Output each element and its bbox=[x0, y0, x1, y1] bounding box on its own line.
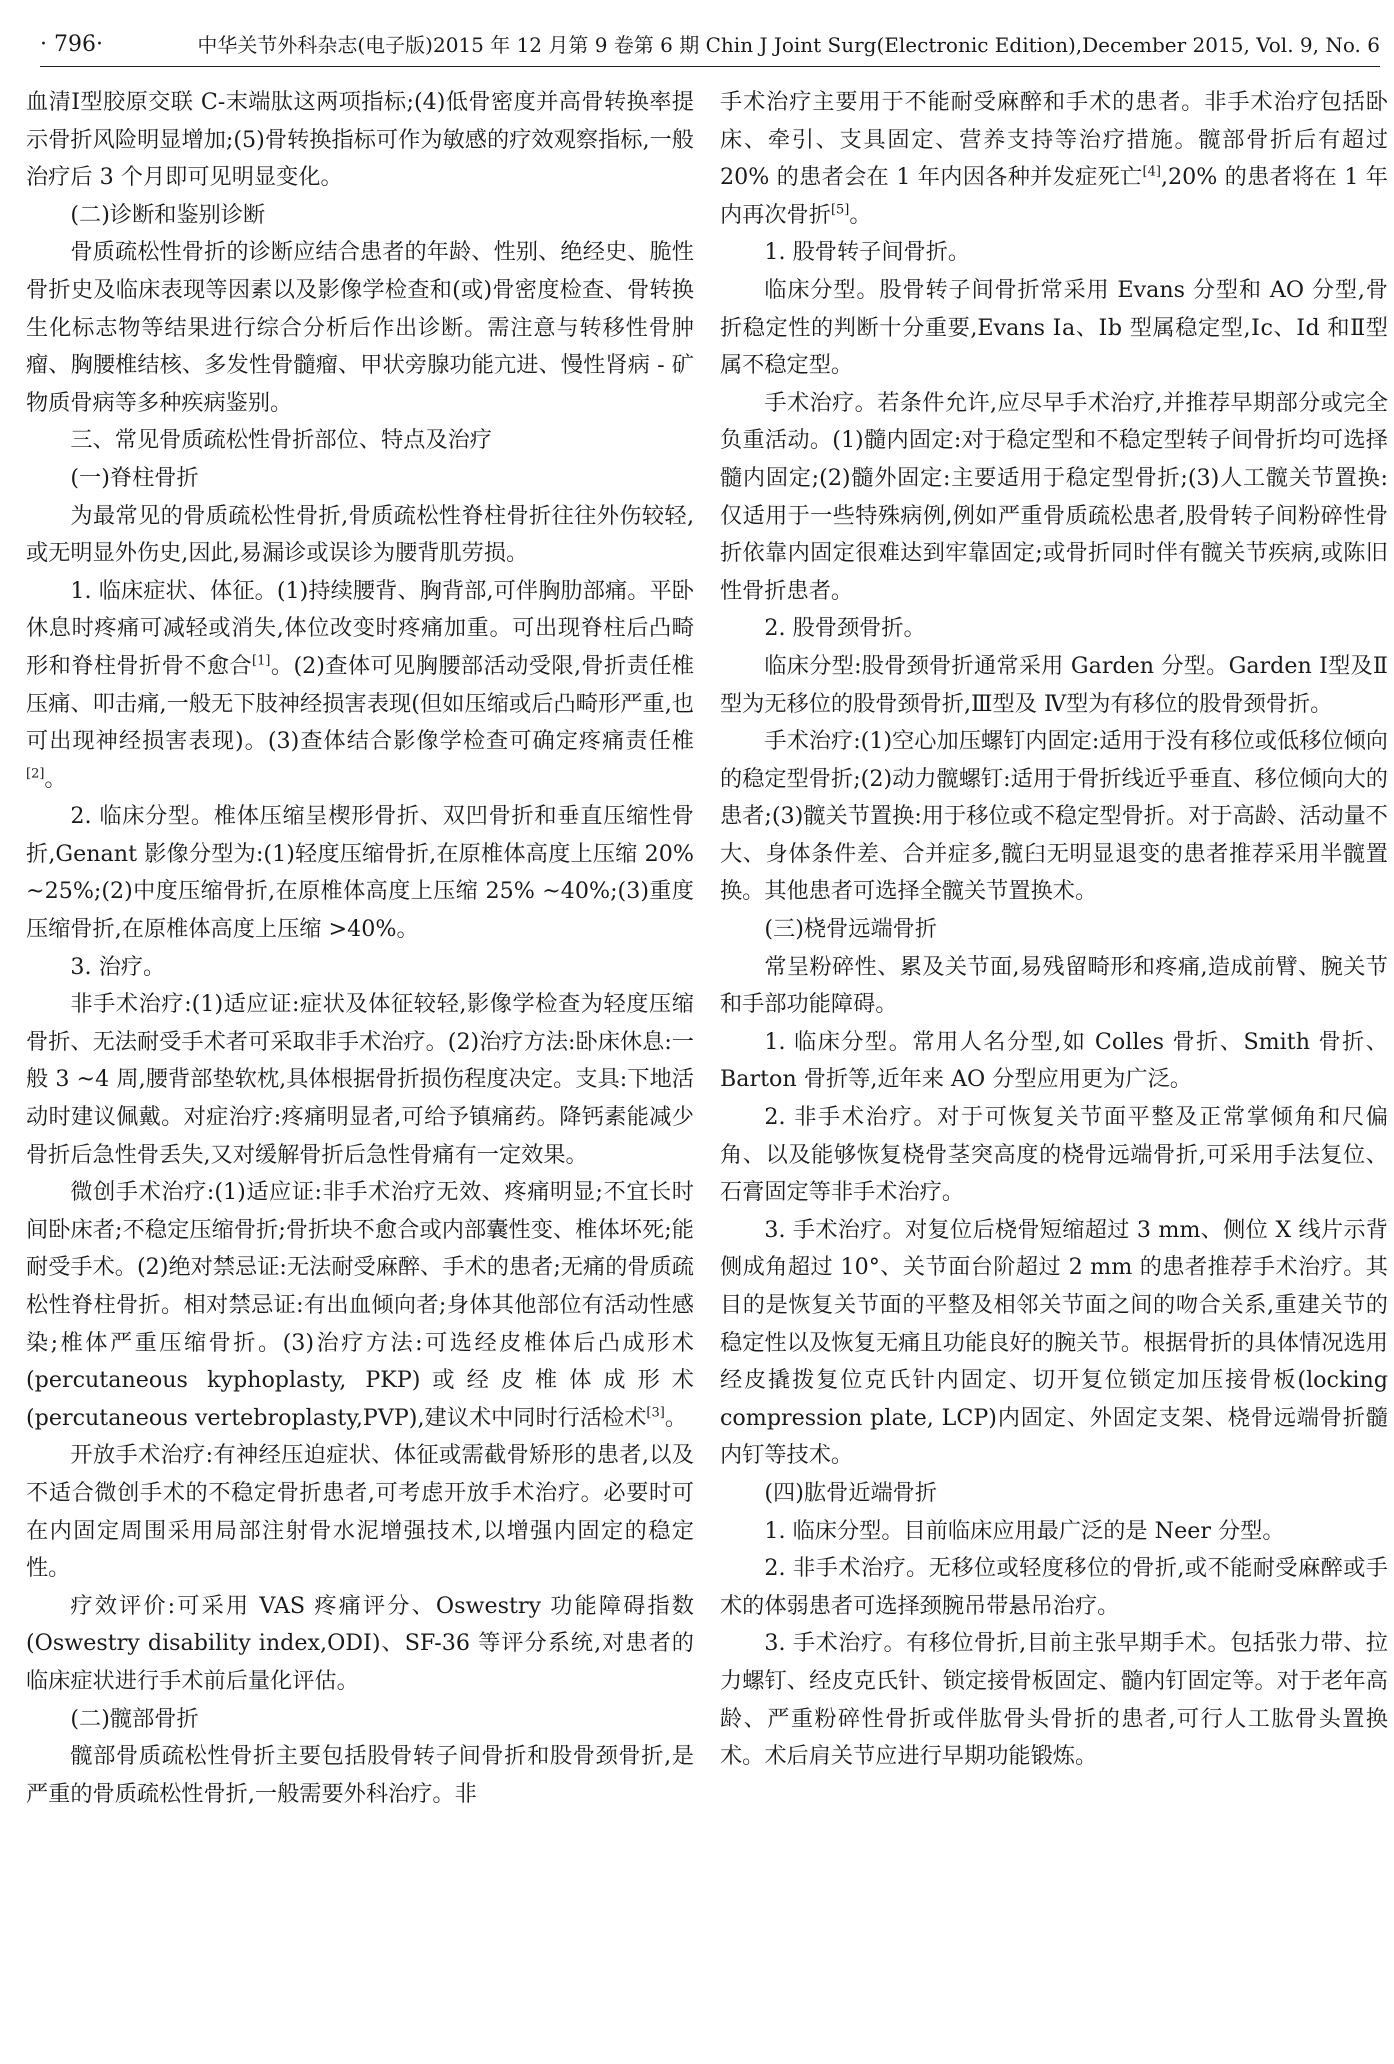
paragraph bbox=[26, 573, 694, 799]
journal-citation: 中华关节外科杂志(电子版)2015 年 12 月第 9 卷第 6 期 Chin J Joint Surg(Electronic Edition),December 2015, Vol. 9, No. 6 bbox=[197, 33, 1380, 57]
right-column bbox=[720, 84, 1388, 1776]
subsection-heading: (二)髋部骨折 bbox=[70, 1705, 199, 1732]
paragraph: 临床分型:股骨颈骨折通常采用 Garden 分型。Garden Ⅰ型及Ⅱ型为无移位的股骨颈骨折,Ⅲ型及 Ⅳ型为有移位的股骨颈骨折。 bbox=[720, 652, 1388, 717]
section-heading: 三、常见骨质疏松性骨折部位、特点及治疗 bbox=[70, 427, 492, 454]
paragraph-text: 1. 临床症状、体征。(1)持续腰背、胸背部,可伴胸肋部痛。平卧休息时疼痛可减轻或消失,体位改变时疼痛加重。可出现脊柱后凸畸形和脊柱骨折骨不愈合 bbox=[26, 577, 694, 679]
paragraph: 1. 临床分型。目前临床应用最广泛的是 Neer 分型。 bbox=[764, 1517, 1285, 1544]
paragraph: 2. 非手术治疗。对于可恢复关节面平整及正常掌倾角和尺偏角、以及能够恢复桡骨茎突高度的桡骨远端骨折,可采用手法复位、石膏固定等非手术治疗。 bbox=[720, 1104, 1388, 1206]
paragraph: 手术治疗:(1)空心加压螺钉内固定:适用于没有移位或低移位倾向的稳定型骨折;(2)动力髋螺钉:适用于骨折线近乎垂直、移位倾向大的患者;(3)髋关节置换:用于移位或不稳定型骨折。对于高龄、活动量不大、身体条件差、合并症多,髋臼无明显退变的患者推荐采用半髋置换。其他患者可选择全髋关节置换术。 bbox=[720, 728, 1388, 905]
citation-ref: [4] bbox=[1142, 164, 1161, 180]
running-header bbox=[40, 28, 1380, 62]
paragraph-text: 。 bbox=[849, 201, 872, 228]
paragraph: 2. 非手术治疗。无移位或轻度移位的骨折,或不能耐受麻醉或手术的体弱患者可选择颈腕吊带悬吊治疗。 bbox=[720, 1555, 1388, 1619]
paragraph: 手术治疗。若条件允许,应尽早手术治疗,并推荐早期部分或完全负重活动。(1)髓内固定:对于稳定型和不稳定型转子间骨折均可选择髓内固定;(2)髓外固定:主要适用于稳定型骨折;(3)人工髋关节置换:仅适用于一些特殊病例,例如严重骨质疏松患者,股骨转子间粉碎性骨折依靠内固定很难达到牢靠固定;或骨折同时伴有髋关节疾病,或陈旧性骨折患者。 bbox=[720, 389, 1388, 604]
paragraph: 3. 手术治疗。对复位后桡骨短缩超过 3 mm、侧位 X 线片示背侧成角超过 10°、关节面台阶超过 2 mm 的患者推荐手术治疗。其目的是恢复关节面的平整及相邻关节面之间的吻合关系,重建关节的稳定性以及恢复无痛且功能良好的腕关节。根据骨折的具体情况选用经皮撬拨复位克氏针内固定、切开复位锁定加压接骨板(locking compression plate, LCP)内固定、外固定支架、桡骨远端骨折髓内钉等技术。 bbox=[720, 1216, 1388, 1469]
paragraph-text: 。 bbox=[44, 765, 67, 792]
citation-ref: [2] bbox=[26, 766, 45, 782]
citation-ref: [5] bbox=[830, 202, 850, 218]
paragraph: 髋部骨质疏松性骨折主要包括股骨转子间骨折和股骨颈骨折,是严重的骨质疏松性骨折,一般需要外科治疗。非 bbox=[26, 1743, 694, 1807]
subsection-heading: 3. 治疗。 bbox=[70, 953, 166, 980]
page-number: · 796· bbox=[40, 32, 103, 57]
paragraph-text: 。 bbox=[664, 1404, 687, 1431]
subsection-heading: 2. 股骨颈骨折。 bbox=[764, 615, 926, 642]
subsection-heading: (一)脊柱骨折 bbox=[70, 464, 199, 491]
paragraph: 为最常见的骨质疏松性骨折,骨质疏松性脊柱骨折往往外伤较轻,或无明显外伤史,因此,易漏诊或误诊为腰背肌劳损。 bbox=[26, 502, 694, 567]
paragraph-text: 。(2)查体可见胸腰部活动受限,骨折责任椎压痛、叩击痛,一般无下肢神经损害表现(但如压缩或后凸畸形严重,也可出现神经损害表现)。(3)查体结合影像学检查可确定疼痛责任椎 bbox=[26, 652, 695, 755]
paragraph: 开放手术治疗:有神经压迫症状、体征或需截骨矫形的患者,以及不适合微创手术的不稳定骨折患者,可考虑开放手术治疗。必要时可在内固定周围采用局部注射骨水泥增强技术,以增强内固定的稳定性。 bbox=[26, 1442, 694, 1582]
paragraph-text: 手术治疗主要用于不能耐受麻醉和手术的患者。非手术治疗包括卧床、牵引、支具固定、营养支持等治疗措施。髋部骨折后有超过 20% 的患者会在 1 年内因各种并发症死亡 bbox=[720, 89, 1388, 191]
paragraph-text: ,20% 的患者将在 1 年内再次骨折 bbox=[720, 164, 1388, 228]
paragraph bbox=[720, 84, 1388, 234]
paragraph: 1. 临床分型。常用人名分型,如 Colles 骨折、Smith 骨折、Barton 骨折等,近年来 AO 分型应用更为广泛。 bbox=[720, 1028, 1388, 1093]
section-heading: (二)诊断和鉴别诊断 bbox=[70, 201, 266, 228]
paragraph: 临床分型。股骨转子间骨折常采用 Evans 分型和 AO 分型,骨折稳定性的判断十分重要,Evans Ⅰa、Ⅰb 型属稳定型,Ⅰc、Ⅰd 和Ⅱ型属不稳定型。 bbox=[720, 276, 1388, 379]
subsection-heading: 1. 股骨转子间骨折。 bbox=[764, 239, 971, 266]
paragraph: 非手术治疗:(1)适应证:症状及体征较轻,影像学检查为轻度压缩骨折、无法耐受手术者可采取非手术治疗。(2)治疗方法:卧床休息:一般 3 ~4 周,腰背部垫软枕,具体根据骨折损伤程度决定。支具:下地活动时建议佩戴。对症治疗:疼痛明显者,可给予镇痛药。降钙素能减少骨折后急性骨丢失,又对缓解骨折后急性骨痛有一定效果。 bbox=[26, 991, 694, 1168]
subsection-heading: (三)桡骨远端骨折 bbox=[764, 916, 938, 943]
paragraph-text: 微创手术治疗:(1)适应证:非手术治疗无效、疼痛明显;不宜长时间卧床者;不稳定压缩骨折;骨折块不愈合或内部囊性变、椎体坏死;能耐受手术。(2)绝对禁忌证:无法耐受麻醉、手术的患者;无痛的骨质疏松性脊柱骨折。相对禁忌证:有出血倾向者;身体其他部位有活动性感染;椎体严重压缩骨折。(3)治疗方法:可选经皮椎体后凸成形术(percutaneous kyphoplasty, PKP)或经皮椎体成形术(percutaneous vertebroplasty,PVP),建议术中同时行活检术 bbox=[26, 1179, 694, 1431]
paragraph bbox=[26, 1174, 694, 1437]
paragraph: 3. 手术治疗。有移位骨折,目前主张早期手术。包括张力带、拉力螺钉、经皮克氏针、锁定接骨板固定、髓内钉固定等。对于老年高龄、严重粉碎性骨折或伴肱骨头骨折的患者,可行人工肱骨头置换术。术后肩关节应进行早期功能锻炼。 bbox=[720, 1630, 1388, 1770]
paragraph: 2. 临床分型。椎体压缩呈楔形骨折、双凹骨折和垂直压缩性骨折,Genant 影像分型为:(1)轻度压缩骨折,在原椎体高度上压缩 20% ~25%;(2)中度压缩骨折,在原椎体高度上压缩 25% ~40%;(3)重度压缩骨折,在原椎体高度上压缩 >40%。 bbox=[26, 803, 694, 943]
paragraph: 骨质疏松性骨折的诊断应结合患者的年龄、性别、绝经史、脆性骨折史及临床表现等因素以及影像学检查和(或)骨密度检查、骨转换生化标志物等结果进行综合分析后作出诊断。需注意与转移性骨肿瘤、胸腰椎结核、多发性骨髓瘤、甲状旁腺功能亢进、慢性肾病 - 矿物质骨病等多种疾病鉴别。 bbox=[26, 239, 694, 416]
paragraph: 疗效评价:可采用 VAS 疼痛评分、Oswestry 功能障碍指数(Oswestry disability index,ODI)、SF-36 等评分系统,对患者的临床症状进行手术前后量化评估。 bbox=[26, 1592, 694, 1694]
header-rule bbox=[40, 66, 1380, 67]
citation-ref: [3] bbox=[646, 1405, 665, 1421]
paragraph: 常呈粉碎性、累及关节面,易残留畸形和疼痛,造成前臂、腕关节和手部功能障碍。 bbox=[720, 953, 1388, 1018]
citation-ref: [1] bbox=[252, 653, 271, 669]
left-column bbox=[26, 84, 694, 1813]
subsection-heading: (四)肱骨近端骨折 bbox=[764, 1479, 938, 1506]
paragraph: 血清Ⅰ型胶原交联 C-末端肽这两项指标;(4)低骨密度并高骨转换率提示骨折风险明显增加;(5)骨转换指标可作为敏感的疗效观察指标,一般治疗后 3 个月即可见明显变化。 bbox=[26, 89, 694, 191]
